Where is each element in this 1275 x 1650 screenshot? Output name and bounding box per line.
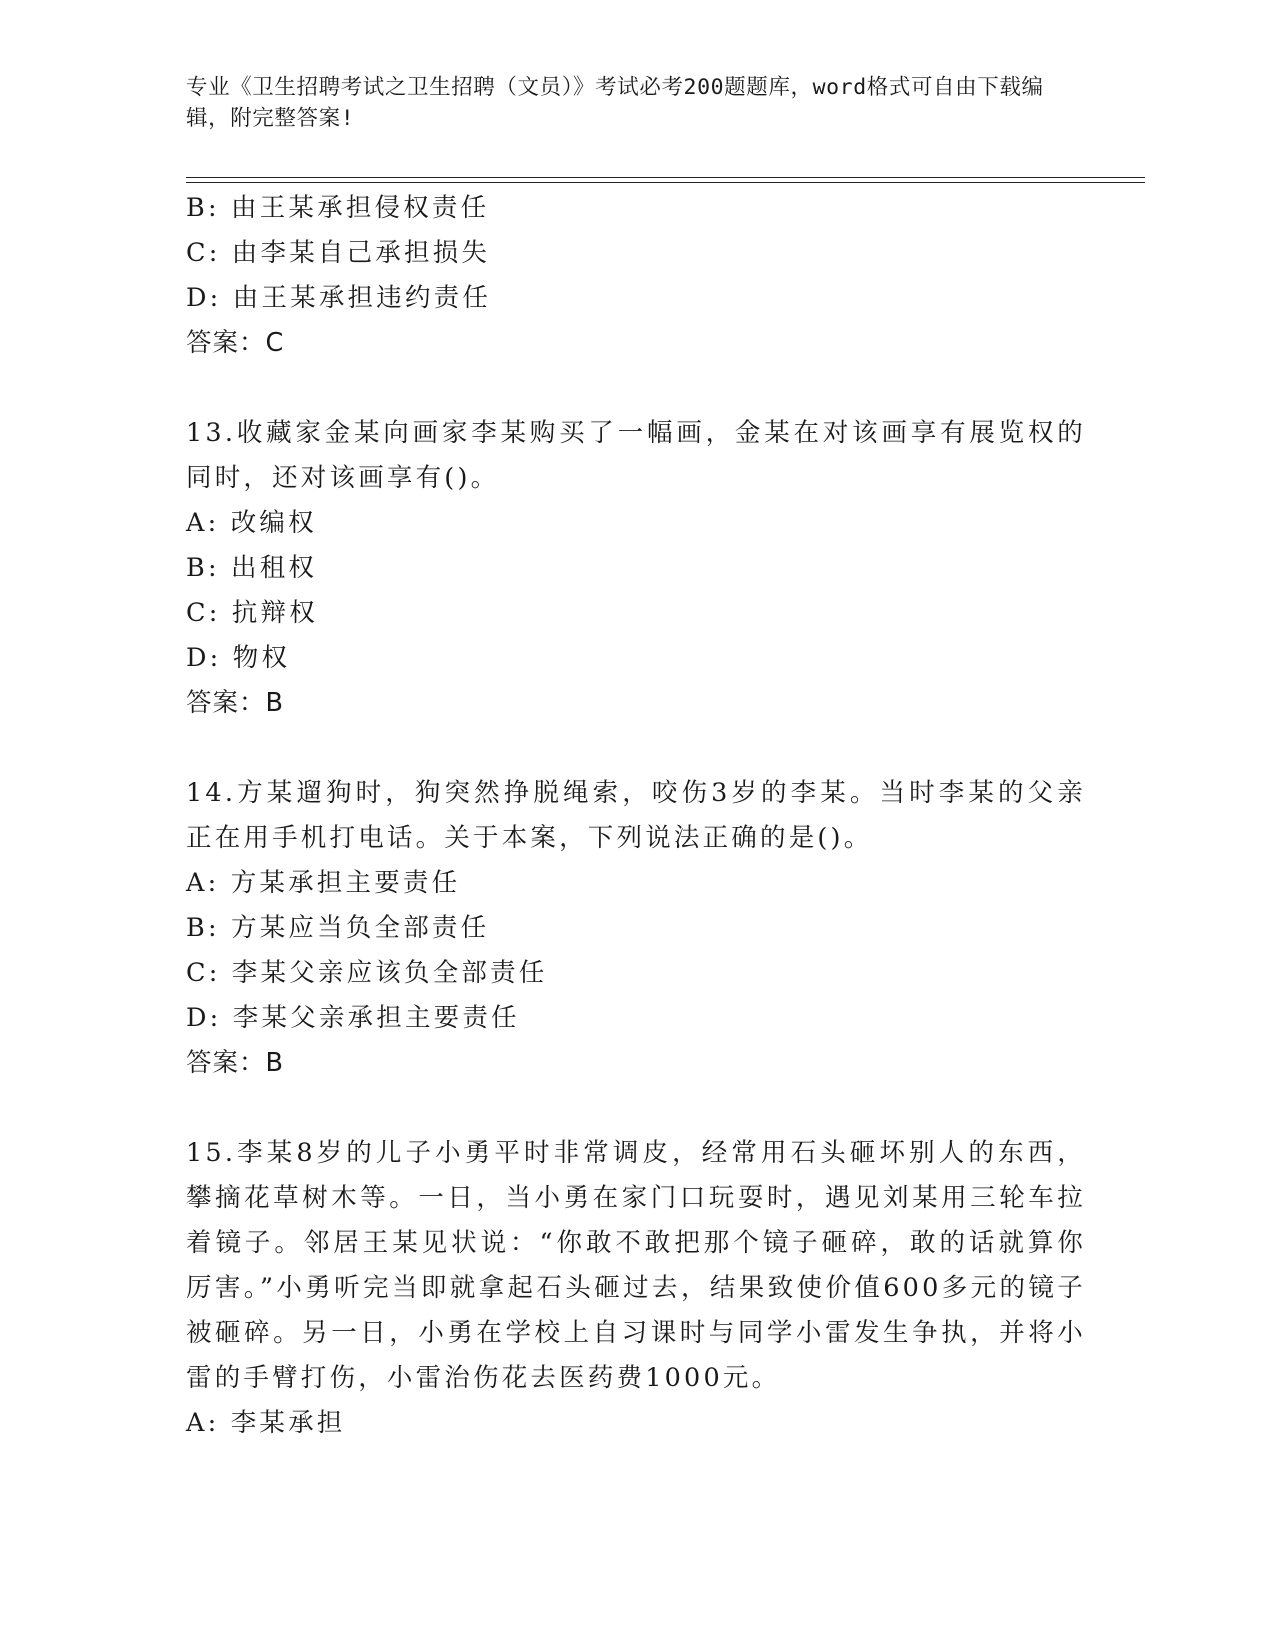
spacer <box>186 1086 1086 1131</box>
option-b: B: 出租权 <box>186 553 318 583</box>
answer: 答案：B <box>186 688 284 718</box>
answer: 答案：B <box>186 1048 284 1078</box>
spacer <box>186 366 1086 411</box>
option-d: D: 物权 <box>186 643 291 673</box>
spacer <box>186 726 1086 771</box>
document-body <box>186 186 1086 1446</box>
header-rule-bottom <box>186 182 1145 183</box>
option-d: D: 由王某承担违约责任 <box>186 283 492 313</box>
option-a: A: 方某承担主要责任 <box>186 868 461 898</box>
option-b: B: 由王某承担侵权责任 <box>186 193 490 223</box>
document-header <box>186 72 1066 134</box>
question-stem: 13.收藏家金某向画家李某购买了一幅画，金某在对该画享有展览权的同时，还对该画享有()。 <box>186 418 1086 493</box>
question-stem: 15.李某8岁的儿子小勇平时非常调皮，经常用石头砸坏别人的东西，攀摘花草树木等。一日，当小勇在家门口玩耍时，遇见刘某用三轮车拉着镜子。邻居王某见状说：“你敢不敢把那个镜子砸碎，敢的话就算你厉害。”小勇听完当即就拿起石头砸过去，结果致使价值600多元的镜子被砸碎。另一日，小勇在学校上自习课时与同学小雷发生争执，并将小雷的手臂打伤，小雷治伤花去医药费1000元。 <box>186 1138 1086 1393</box>
option-c: C: 李某父亲应该负全部责任 <box>186 958 548 988</box>
question-12 <box>186 186 1086 366</box>
question-15 <box>186 1131 1086 1446</box>
option-b: B: 方某应当负全部责任 <box>186 913 490 943</box>
option-d: D: 李某父亲承担主要责任 <box>186 1003 520 1033</box>
question-stem: 14.方某遛狗时，狗突然挣脱绳索，咬伤3岁的李某。当时李某的父亲正在用手机打电话。关于本案，下列说法正确的是()。 <box>186 778 1086 853</box>
question-14 <box>186 771 1086 1086</box>
option-c: C: 抗辩权 <box>186 598 318 628</box>
header-rule-top <box>186 177 1145 178</box>
option-a: A: 李某承担 <box>186 1408 346 1438</box>
answer: 答案：C <box>186 328 285 358</box>
header-text: 专业《卫生招聘考试之卫生招聘（文员）》考试必考200题题库，word格式可自由下载编辑，附完整答案! <box>186 75 1044 131</box>
option-a: A: 改编权 <box>186 508 317 538</box>
question-13 <box>186 411 1086 726</box>
option-c: C: 由李某自己承担损失 <box>186 238 491 268</box>
